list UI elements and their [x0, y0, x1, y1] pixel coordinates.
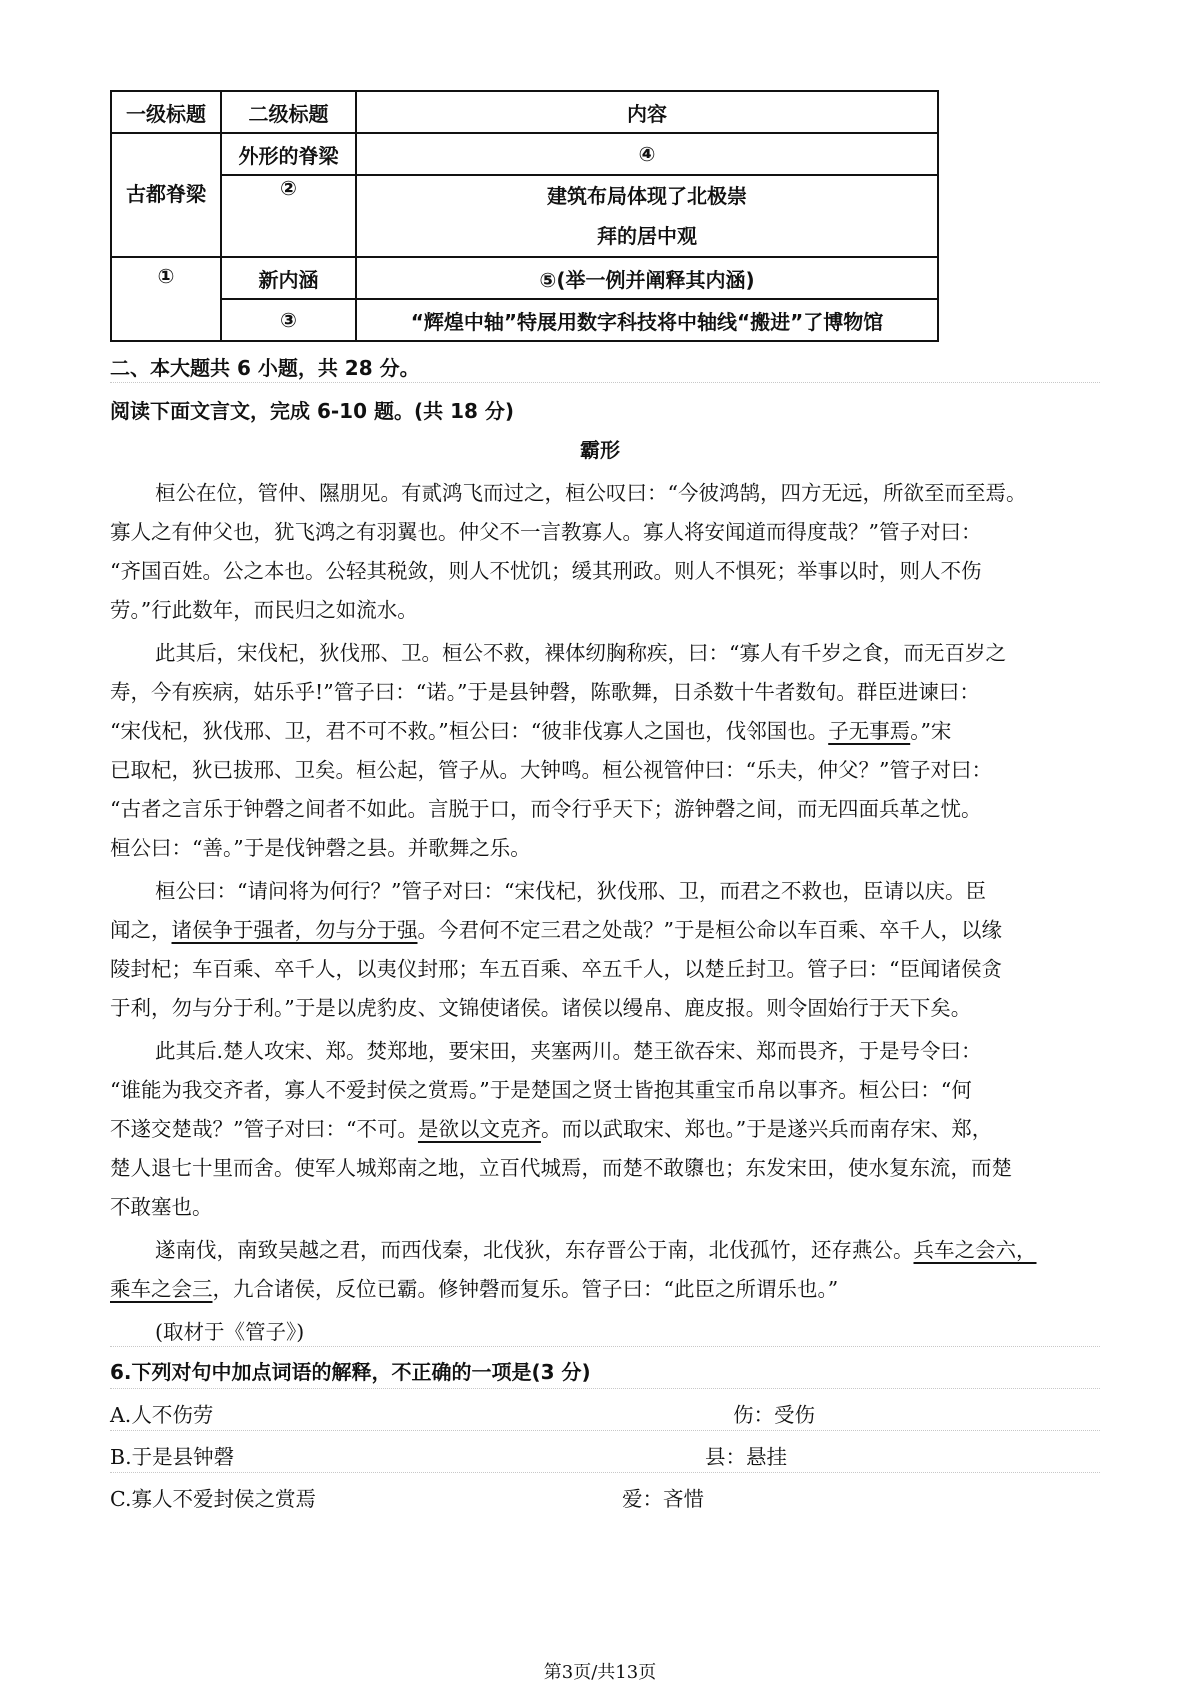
outline-table	[110, 90, 939, 342]
table-row	[111, 299, 938, 341]
underlined-sentence: 诸侯争于强者，勿与分于强	[171, 918, 418, 942]
question-stem: 6.下列对句中加点词语的解释，不正确的一项是(3 分)	[110, 1360, 591, 1384]
passage-line	[110, 1112, 992, 1142]
passage-line	[155, 1233, 1037, 1263]
passage-text: 闻之，	[110, 918, 172, 942]
passage-line: “齐国百姓。公之本也。公轻其税敛，则人不忧饥；缓其刑政。则人不惧死；举事以时，则人不伤	[110, 559, 982, 583]
passage-line: 桓公在位，管仲、隰朋见。有贰鸿飞而过之，桓公叹曰：“今彼鸿鹄，四方无远，所欲至而至焉。	[155, 481, 1027, 505]
passage-line: 楚人退七十里而舍。使军人城郑南之地，立百代城焉，而楚不敢隳也；东发宋田，使水复东流，而楚	[110, 1156, 1012, 1180]
passage-source: (取材于《管子》)	[155, 1320, 305, 1344]
table-header-cell: 一级标题	[111, 91, 221, 133]
passage-line: 桓公曰：“请问将为何行？”管子对曰：“宋伐杞，狄伐邢、卫，而君之不救也，臣请以庆。臣	[155, 879, 986, 903]
underlined-sentence: 兵车之会六，	[913, 1238, 1037, 1262]
passage-line	[110, 714, 951, 744]
table-cell: ①	[111, 257, 221, 341]
table-cell: 新内涵	[221, 257, 356, 299]
table-row	[111, 133, 938, 175]
passage-line: 此其后，宋伐杞，狄伐邢、卫。桓公不救，裸体纫胸称疾，曰：“寡人有千岁之食，而无百岁之	[155, 641, 1006, 665]
passage-line: 已取杞，狄已拔邢、卫矣。桓公起，管子从。大钟鸣。桓公视管仲曰：“乐夫，仲父？”管子对曰：	[110, 758, 992, 782]
divider	[110, 1430, 1100, 1431]
section-heading: 二、本大题共 6 小题，共 28 分。	[110, 356, 420, 380]
passage-line	[110, 913, 1002, 943]
table-cell: ③	[221, 299, 356, 341]
passage-line: 此其后.楚人攻宋、郑。焚郑地，要宋田，夹塞两川。楚王欲吞宋、郑而畏齐，于是号令曰：	[155, 1039, 982, 1063]
table-row	[111, 175, 938, 257]
passage-line: 劳。”行此数年，而民归之如流水。	[110, 598, 418, 622]
passage-text: 。今君何不定三君之处哉？”于是桓公命以车百乘、卒千人，以缘	[417, 918, 1002, 942]
divider	[110, 1472, 1100, 1473]
passage-line: 陵封杞；车百乘、卒千人，以夷仪封邢；车五百乘、卒五千人，以楚丘封卫。管子曰：“臣闻诸侯贪	[110, 957, 1002, 981]
table-cell: ②	[221, 175, 356, 257]
table-header-cell: 内容	[356, 91, 938, 133]
underlined-sentence: 是欲以文克齐	[417, 1117, 541, 1141]
table-header-row	[111, 91, 938, 133]
passage-line: 不敢塞也。	[110, 1195, 213, 1219]
table-header-cell: 二级标题	[221, 91, 356, 133]
option-b-gloss: 县：悬挂	[705, 1445, 787, 1469]
passage-line: “谁能为我交齐者，寡人不爱封侯之赏焉。”于是楚国之贤士皆抱其重宝币帛以事齐。桓公曰：“何	[110, 1078, 972, 1102]
passage-title: 霸形	[580, 438, 620, 462]
passage-line	[110, 1272, 838, 1302]
divider	[110, 1388, 1100, 1389]
passage-line: 寿，今有疾病，姑乐乎!”管子曰：“诺。”于是县钟磬，陈歌舞，日杀数十牛者数旬。群臣进谏曰：	[110, 680, 980, 704]
divider	[110, 382, 1100, 383]
option-b: B.于是县钟磬	[110, 1445, 235, 1469]
passage-text: “宋伐杞，狄伐邢、卫，君不可不救。”桓公曰：“彼非伐寡人之国也，伐邻国也。	[110, 719, 829, 743]
option-a-gloss: 伤：受伤	[733, 1403, 815, 1427]
underlined-sentence: 乘车之会三	[110, 1277, 213, 1301]
option-c: C.寡人不爱封侯之赏焉	[110, 1487, 316, 1511]
table-cell: ④	[356, 133, 938, 175]
passage-text: ，九合诸侯，反位已霸。修钟磬而复乐。管子曰：“此臣之所谓乐也。”	[212, 1277, 839, 1301]
table-cell: 古都脊梁	[111, 133, 221, 257]
passage-text: 。而以武取宋、郑也。”于是遂兴兵而南存宋、郑，	[540, 1117, 993, 1141]
table-cell-line: 建筑布局体现了北极崇	[547, 184, 747, 208]
table-cell	[356, 175, 938, 257]
table-cell: ⑤(举一例并阐释其内涵)	[356, 257, 938, 299]
option-c-gloss: 爱：吝惜	[622, 1487, 704, 1511]
table-row	[111, 257, 938, 299]
page-number: 第3页/共13页	[543, 1662, 657, 1683]
option-a: A.人不伤劳	[110, 1403, 214, 1427]
passage-line: 于利，勿与分于利。”于是以虎豹皮、文锦使诸侯。诸侯以缦帛、鹿皮报。则令固始行于天下矣。	[110, 996, 972, 1020]
passage-line: 寡人之有仲父也，犹飞鸿之有羽翼也。仲父不一言教寡人。寡人将安闻道而得度哉？”管子对曰：	[110, 520, 982, 544]
table-cell: 外形的脊梁	[221, 133, 356, 175]
underlined-sentence: 子无事焉	[828, 719, 911, 743]
divider	[110, 1346, 1100, 1347]
passage-text: 不遂交楚哉？”管子对曰：“不可。	[110, 1117, 418, 1141]
passage-text: 。”宋	[910, 719, 952, 743]
passage-line: “古者之言乐于钟磬之间者不如此。言脱于口，而令行乎天下；游钟磬之间，而无四面兵革之忧。	[110, 797, 982, 821]
passage-line: 桓公曰：“善。”于是伐钟磬之县。并歌舞之乐。	[110, 836, 531, 860]
table-cell-line: 拜的居中观	[597, 224, 697, 248]
passage-text: 遂南伐，南致吴越之君，而西伐秦，北伐狄，东存晋公于南，北伐孤竹，还存燕公。	[155, 1238, 914, 1262]
reading-instruction: 阅读下面文言文，完成 6-10 题。(共 18 分)	[110, 399, 515, 423]
table-cell: “辉煌中轴”特展用数字科技将中轴线“搬进”了博物馆	[356, 299, 938, 341]
